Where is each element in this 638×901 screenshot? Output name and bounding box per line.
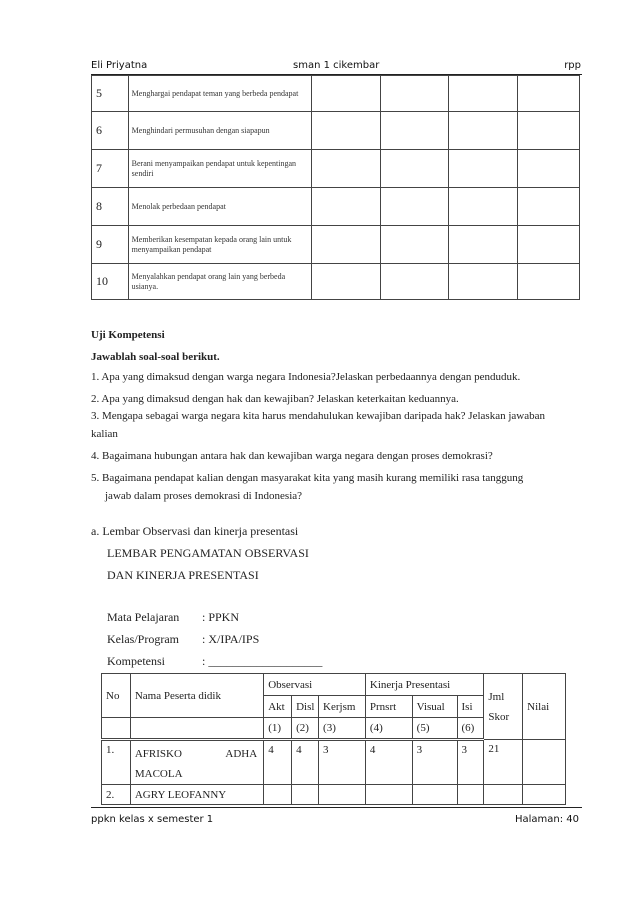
row-number: 8 [92, 188, 129, 226]
row-number: 9 [92, 226, 129, 264]
num-5: (5) [412, 718, 457, 740]
question-5-line1: 5. Bagaimana pendapat kalian dengan masyarakat kita yang masih kurang memiliki rasa tanggung [91, 472, 524, 484]
question-4: 4. Bagaimana hubungan antara hak dan kewajiban warga negara dengan proses demokrasi? [91, 450, 493, 462]
question-1: 1. Apa yang dimaksud dengan warga negara Indonesia?Jelaskan perbedaannya dengan penduduk. [91, 371, 521, 383]
page-header [91, 60, 581, 74]
question-5-line2: jawab dalam proses demokrasi di Indonesia? [105, 490, 303, 502]
question-2: 2. Apa yang dimaksud dengan hak dan kewajiban? Jelaskan keterkaitan keduannya. [91, 393, 459, 405]
col-kerjsm: Kerjsm [319, 696, 366, 718]
col-nilai: Nilai [523, 674, 566, 740]
class-label: Kelas/Program [107, 632, 179, 646]
footer-course: ppkn kelas x semester 1 [91, 814, 214, 825]
col-jml-skor [484, 674, 523, 740]
num-1: (1) [264, 718, 292, 740]
observation-table [101, 673, 566, 805]
table-row [92, 226, 580, 264]
score-cell: 3 [457, 740, 484, 785]
col-skor: Skor [488, 710, 510, 723]
col-prnsrt: Prnsrt [365, 696, 412, 718]
observation-heading: a. Lembar Observasi dan kinerja presentasi [91, 524, 299, 538]
table-row [92, 112, 580, 150]
row-statement: Menolak perbedaan pendapat [128, 188, 311, 226]
header-doc-type: rpp [564, 60, 581, 71]
subject-value: : PPKN [202, 610, 240, 624]
table-row [92, 188, 580, 226]
row-statement: Berani menyampaikan pendapat untuk kepentingan sendiri [128, 150, 311, 188]
row-number: 6 [92, 112, 129, 150]
student-name [130, 740, 263, 785]
col-name: Nama Peserta didik [130, 674, 263, 718]
row-number: 5 [92, 76, 129, 112]
student-name-part: ADHA [225, 748, 258, 760]
question-3-line2: kalian [91, 428, 118, 440]
group-observasi: Observasi [264, 674, 366, 696]
row-statement: Memberikan kesempatan kepada orang lain untuk menyampaikan pendapat [128, 226, 311, 264]
header-school: sman 1 cikembar [293, 60, 380, 71]
score-cell: 4 [264, 740, 292, 785]
subject-label: Mata Pelajaran [107, 610, 180, 624]
competency-value: : ___________________ [202, 654, 323, 668]
observation-title-line1: LEMBAR PENGAMATAN OBSERVASI [107, 546, 309, 560]
col-disl: Disl [292, 696, 319, 718]
table-row [92, 76, 580, 112]
student-name: AGRY LEOFANNY [130, 785, 263, 805]
col-visual: Visual [412, 696, 457, 718]
score-cell: 3 [319, 740, 366, 785]
student-name-part: MACOLA [134, 768, 183, 780]
footer-rule [91, 807, 582, 808]
table-row [102, 740, 566, 785]
table-row [92, 264, 580, 300]
score-cell: 4 [365, 740, 412, 785]
row-statement: Menyalahkan pendapat orang lain yang berbeda usianya. [128, 264, 311, 300]
num-2: (2) [292, 718, 319, 740]
num-4: (4) [365, 718, 412, 740]
row-number: 2. [102, 785, 131, 805]
group-kinerja: Kinerja Presentasi [365, 674, 483, 696]
competency-label: Kompetensi [107, 654, 165, 668]
header-row [102, 674, 566, 696]
col-no: No [102, 674, 131, 718]
instruction: Jawablah soal-soal berikut. [91, 351, 220, 363]
table-row [102, 785, 566, 805]
class-value: : X/IPA/IPS [202, 632, 260, 646]
score-cell: 3 [412, 740, 457, 785]
total-score: 21 [484, 740, 523, 785]
col-akt: Akt [264, 696, 292, 718]
attitude-table [91, 75, 580, 300]
header-author: Eli Priyatna [91, 60, 148, 71]
num-3: (3) [319, 718, 366, 740]
section-title: Uji Kompetensi [91, 329, 165, 341]
student-name-part: AFRISKO [134, 748, 182, 760]
observation-title-line2: DAN KINERJA PRESENTASI [107, 568, 259, 582]
row-number: 10 [92, 264, 129, 300]
question-3-line1: 3. Mengapa sebagai warga negara kita harus mendahulukan kewajiban daripada hak? Jelaskan jawaban [91, 410, 545, 422]
row-number: 7 [92, 150, 129, 188]
col-jml: Jml [488, 690, 505, 703]
row-statement: Menghindari permusuhan dengan siapapun [128, 112, 311, 150]
table-row [92, 150, 580, 188]
row-statement: Menghargai pendapat teman yang berbeda pendapat [128, 76, 311, 112]
score-cell: 4 [292, 740, 319, 785]
row-number: 1. [102, 740, 131, 785]
num-6: (6) [457, 718, 484, 740]
col-isi: Isi [457, 696, 484, 718]
page-footer [91, 814, 581, 828]
page-number: Halaman: 40 [514, 814, 579, 825]
